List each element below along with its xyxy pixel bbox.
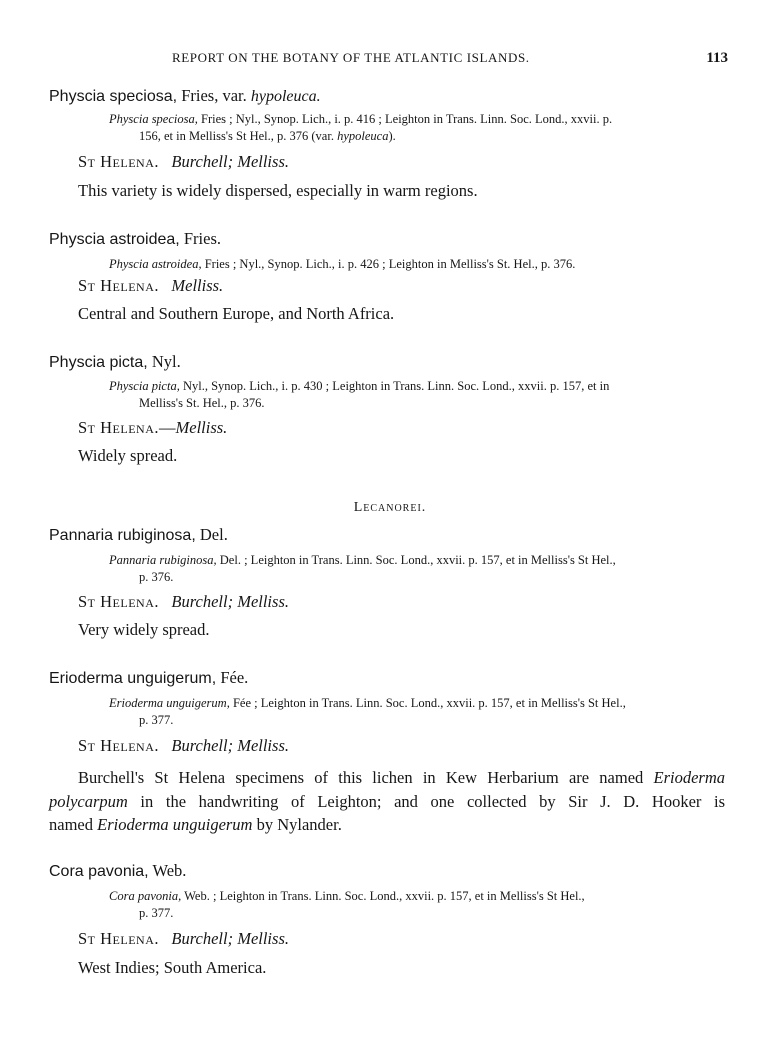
locality-line	[78, 152, 289, 172]
distribution-note: This variety is widely dispersed, especially in warm regions.	[78, 181, 478, 200]
reference-text: p. 377.	[139, 713, 174, 727]
locality-line	[78, 929, 289, 949]
species-reference	[109, 256, 729, 273]
paragraph-line	[49, 766, 725, 790]
species-author: Fries, var.	[177, 86, 251, 105]
species-author: Nyl.	[147, 352, 181, 371]
locality-collectors: Burchell; Melliss.	[171, 152, 289, 171]
species-heading	[49, 668, 248, 688]
specimen-paragraph	[49, 766, 725, 837]
reference-taxon: Erioderma unguigerum,	[109, 696, 230, 710]
locality-collectors: Burchell; Melliss.	[171, 736, 289, 755]
paragraph-text: named	[49, 815, 98, 834]
species-heading	[49, 525, 228, 545]
species-reference	[109, 111, 729, 145]
reference-text: Melliss's St. Hel., p. 376.	[139, 396, 265, 410]
locality-collectors: Melliss.	[171, 276, 224, 295]
distribution-note: Widely spread.	[78, 446, 178, 465]
species-heading	[49, 861, 186, 881]
species-name: Cora pavonia,	[49, 863, 149, 880]
species-name: Physcia picta,	[49, 354, 148, 371]
reference-text: Nyl., Synop. Lich., i. p. 430 ; Leighton in Trans. Linn. Soc. Lond., xxvii. p. 157, et in	[179, 379, 610, 393]
locality-collectors: Melliss.	[175, 418, 228, 437]
species-author: Fée.	[216, 668, 249, 687]
locality-line	[78, 276, 223, 296]
paragraph-text: in the handwriting of Leighton; and one collected by Sir J. D. Hooker is	[127, 791, 725, 811]
page-number: 113	[706, 50, 728, 66]
reference-variety: hypoleuca	[337, 129, 389, 143]
locality-region: St Helena.	[78, 152, 159, 171]
species-variety: hypoleuca.	[250, 88, 321, 105]
species-reference	[109, 888, 729, 922]
paragraph-line	[49, 790, 725, 814]
locality-region: St Helena.	[78, 418, 159, 437]
paragraph-taxon: Erioderma	[653, 768, 725, 787]
species-name: Physcia astroidea,	[49, 231, 180, 248]
locality-collectors: Burchell; Melliss.	[171, 592, 289, 611]
reference-text: 156, et in Melliss's St Hel., p. 376 (var.	[139, 129, 338, 143]
locality-region: St Helena.	[78, 592, 159, 611]
species-author: Del.	[195, 525, 228, 544]
distribution-note: West Indies; South America.	[78, 958, 267, 977]
running-header	[172, 50, 728, 70]
reference-taxon: Physcia astroidea,	[109, 257, 202, 271]
paragraph-taxon: Erioderma unguigerum	[97, 815, 253, 834]
distribution-note: Very widely spread.	[78, 620, 210, 639]
species-name: Physcia speciosa,	[49, 88, 178, 105]
species-name: Erioderma unguigerum,	[49, 670, 217, 687]
locality-dash: —	[159, 418, 176, 437]
species-reference	[109, 378, 729, 412]
reference-taxon: Physcia speciosa,	[109, 112, 198, 126]
reference-text: Fries ; Nyl., Synop. Lich., i. p. 426 ; Leighton in Melliss's St. Hel., p. 376.	[201, 257, 576, 271]
species-author: Fries.	[179, 229, 221, 248]
reference-taxon: Cora pavonia,	[109, 889, 182, 903]
distribution-note: Central and Southern Europe, and North Africa.	[78, 304, 395, 323]
locality-region: St Helena.	[78, 736, 159, 755]
paragraph-taxon: polycarpum	[49, 791, 128, 811]
species-reference	[109, 552, 729, 586]
locality-collectors: Burchell; Melliss.	[171, 929, 289, 948]
reference-text: Web. ; Leighton in Trans. Linn. Soc. Lond., xxvii. p. 157, et in Melliss's St Hel.,	[181, 889, 585, 903]
paragraph-text: Burchell's St Helena specimens of this lichen in Kew Herbarium are named	[78, 768, 654, 787]
reference-text: Del. ; Leighton in Trans. Linn. Soc. Lond., xxvii. p. 157, et in Melliss's St Hel.,	[216, 553, 616, 567]
section-heading-text: Lecanorei.	[353, 500, 427, 515]
locality-line	[78, 736, 289, 756]
locality-region: St Helena.	[78, 929, 159, 948]
species-reference	[109, 695, 729, 729]
reference-text: p. 377.	[139, 906, 174, 920]
locality-region: St Helena.	[78, 276, 159, 295]
paragraph-text: by Nylander.	[252, 815, 342, 834]
reference-taxon: Pannaria rubiginosa,	[109, 553, 217, 567]
reference-text: ).	[388, 129, 396, 143]
locality-line	[78, 418, 227, 438]
species-author: Web.	[148, 861, 187, 880]
reference-text: Fries ; Nyl., Synop. Lich., i. p. 416 ; Leighton in Trans. Linn. Soc. Lond., xxvii. p.	[197, 112, 613, 126]
reference-text: p. 376.	[139, 570, 174, 584]
section-heading	[0, 500, 776, 516]
species-name: Pannaria rubiginosa,	[49, 527, 196, 544]
species-heading	[49, 352, 181, 372]
species-heading	[49, 86, 321, 106]
running-title: REPORT ON THE BOTANY OF THE ATLANTIC ISLANDS.	[172, 50, 530, 65]
locality-line	[78, 592, 289, 612]
reference-taxon: Physcia picta,	[109, 379, 180, 393]
paragraph-line	[49, 813, 725, 837]
species-heading	[49, 229, 221, 249]
reference-text: Fée ; Leighton in Trans. Linn. Soc. Lond., xxvii. p. 157, et in Melliss's St Hel.,	[229, 696, 626, 710]
